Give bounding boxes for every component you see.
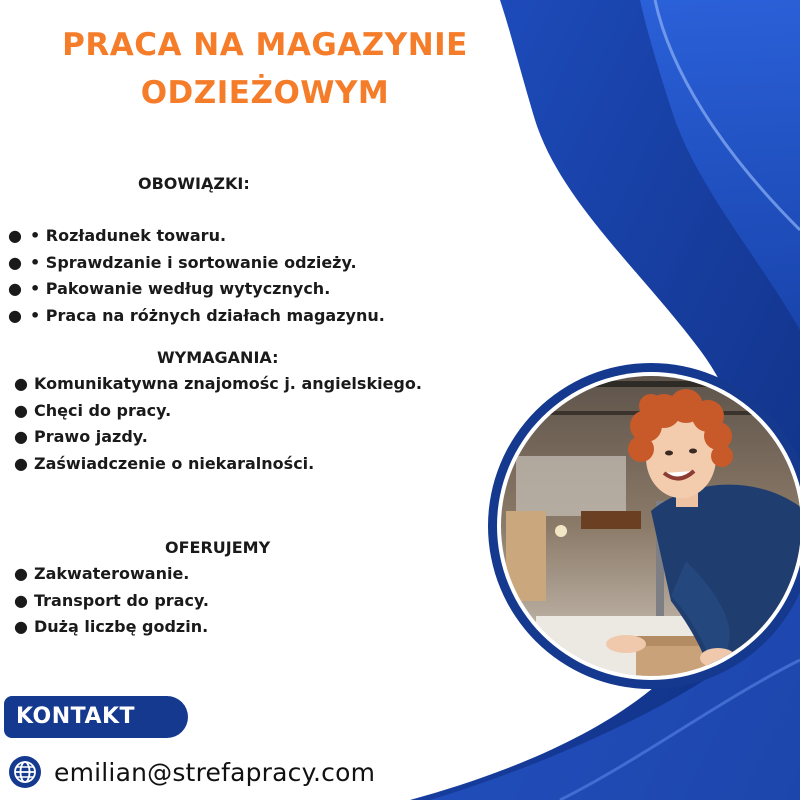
bullet-icon: ● bbox=[14, 427, 28, 447]
bullet-icon: ● bbox=[8, 226, 22, 245]
contact-email-link[interactable]: emilian@strefapracy.com bbox=[54, 757, 376, 787]
requirement-text: Zaświadczenie o niekaralności. bbox=[34, 454, 315, 474]
requirements-heading: WYMAGANIA: bbox=[157, 348, 279, 367]
bullet-icon: ● bbox=[14, 454, 28, 474]
list-item bbox=[6, 303, 385, 330]
list-item bbox=[12, 588, 209, 615]
list-item bbox=[6, 223, 385, 250]
list-item bbox=[12, 561, 209, 588]
bullet-icon: ● bbox=[8, 306, 22, 326]
duties-list bbox=[6, 223, 385, 330]
list-item bbox=[6, 276, 385, 303]
bullet-icon: ● bbox=[14, 374, 28, 393]
list-item bbox=[12, 371, 422, 398]
offer-text: Transport do pracy. bbox=[34, 590, 209, 610]
offer-heading: OFERUJEMY bbox=[165, 538, 271, 557]
page-title-line1: PRACA NA MAGAZYNIE bbox=[62, 27, 468, 63]
list-item bbox=[6, 250, 385, 277]
bullet-icon: ● bbox=[14, 400, 28, 420]
bullet-icon: ● bbox=[14, 590, 28, 610]
duty-text: • Pakowanie według wytycznych. bbox=[30, 279, 331, 299]
globe-icon bbox=[8, 755, 42, 789]
bullet-icon: ● bbox=[14, 617, 28, 637]
page-title-line2: ODZIEŻOWYM bbox=[140, 75, 390, 111]
duties-heading: OBOWIĄZKI: bbox=[138, 174, 250, 193]
list-item bbox=[12, 451, 422, 478]
duty-text: • Praca na różnych działach magazynu. bbox=[30, 306, 385, 326]
list-item bbox=[12, 398, 422, 425]
requirement-text: Prawo jazdy. bbox=[34, 427, 148, 447]
bullet-icon: ● bbox=[8, 252, 22, 272]
offer-list bbox=[12, 561, 209, 641]
bullet-icon: ● bbox=[8, 279, 22, 299]
contact-badge: KONTAKT bbox=[4, 696, 188, 738]
requirement-text: Chęci do pracy. bbox=[34, 400, 172, 420]
list-item bbox=[12, 614, 209, 641]
requirements-list bbox=[12, 371, 422, 478]
warehouse-worker-photo bbox=[486, 361, 800, 691]
requirement-text: Komunikatywna znajomośc j. angielskiego. bbox=[34, 374, 422, 393]
contact-row bbox=[8, 752, 375, 792]
bullet-icon: ● bbox=[14, 564, 28, 583]
offer-text: Zakwaterowanie. bbox=[34, 564, 190, 583]
offer-text: Dużą liczbę godzin. bbox=[34, 617, 209, 637]
duty-text: • Sprawdzanie i sortowanie odzieży. bbox=[30, 252, 357, 272]
list-item bbox=[12, 424, 422, 451]
duty-text: • Rozładunek towaru. bbox=[30, 226, 227, 245]
